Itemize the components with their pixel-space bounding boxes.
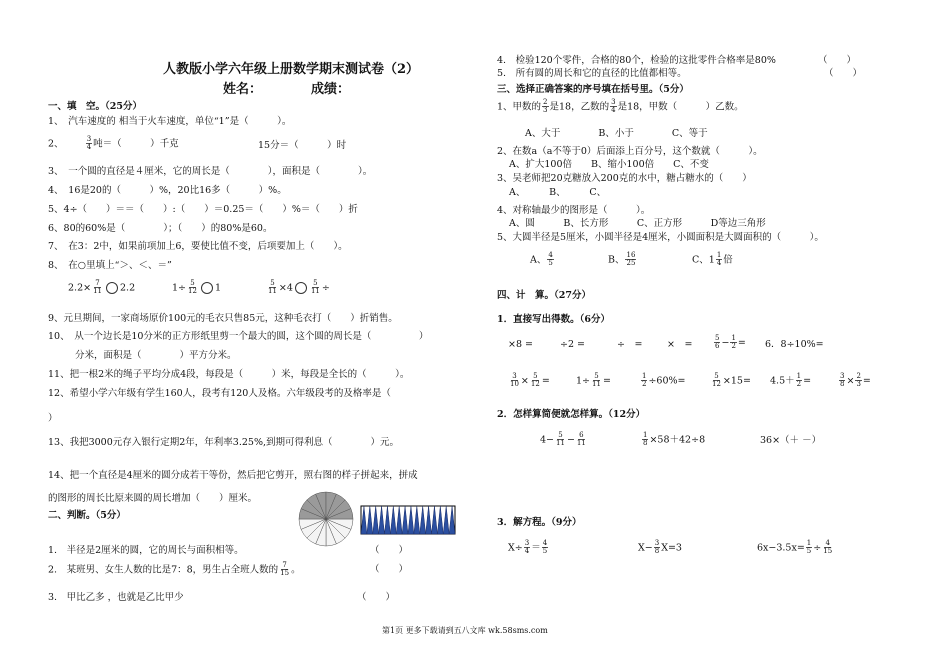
s1-q10a: 10、 从一个边长是10分米的正方形纸里剪一个最大的圆，这个圆的周长是（ ） xyxy=(48,331,429,342)
s4-sub1: 1．直接写出得数。（6分） xyxy=(497,314,610,325)
s3-q5-option-b: B、 $\frac{16}{25}$ xyxy=(608,251,636,268)
s2-q3-answer[interactable]: （ ） xyxy=(357,592,396,603)
s1-q10b: 分米，面积是（ ）平方分米。 xyxy=(75,350,237,361)
calc-r1-3: ÷ = xyxy=(617,339,643,350)
equation-2: X− $\frac{3}{8}$ X=3 xyxy=(638,539,682,556)
equation-3: 6x−3.5x= $\frac{1}{5}$ ÷ $\frac{4}{15}$ xyxy=(757,539,833,556)
s1-q11: 11、把一根2米的绳子平均分成4段，每段是（ ）米，每段是全长的（ ）。 xyxy=(48,369,410,380)
s3-q4: 4、对称轴最少的图形是（ ）。 xyxy=(497,205,651,216)
s4-sub2: 2．怎样算简便就怎样算。（12分） xyxy=(497,409,646,420)
rearranged-circle-figure xyxy=(360,505,456,535)
s3-q2-options: A、扩大100倍 B、缩小100倍 C、不变 xyxy=(509,159,709,170)
calc-r1-6: 6．8÷10%= xyxy=(765,339,824,350)
s1-q8b: 1÷ $\frac{5}{12}$ 1 xyxy=(172,279,221,296)
calc-r2-5: 4.5＋ $\frac{1}{2}$ = xyxy=(770,372,812,389)
exam-title: 人教版小学六年级上册数学期末测试卷（2） xyxy=(163,62,420,77)
calc-r1-2: ÷2 = xyxy=(560,339,585,350)
simplify-1: 4− $\frac{5}{11}$ − $\frac{6}{11}$ xyxy=(540,431,586,448)
s2-q2: 2. 某班男、女生人数的比是7：8，男生占全班人数的 $\frac{7}{15}$ 。 xyxy=(48,561,301,578)
section4-heading: 四、计 算。（27分） xyxy=(497,290,591,301)
s1-q2a: 2、 $\frac{3}{4}$ 吨＝（ ）千克 xyxy=(48,135,179,152)
s1-q4: 4、 16是20的（ ）%，20比16多（ ）%。 xyxy=(48,185,287,196)
s1-q8a: 2.2× $\frac{7}{11}$ 2.2 xyxy=(68,279,136,296)
s3-q1-options: A、大于 B、小于 C、等于 xyxy=(525,128,708,139)
s2-q1: 1. 半径是2厘米的圆，它的周长与面积相等。 xyxy=(48,545,244,556)
s3-q3: 3、吴老师把20克糖放入200克的水中，糖占糖水的（ ） xyxy=(497,173,752,184)
s2-q2-answer[interactable]: （ ） xyxy=(370,564,409,575)
s3-q5: 5、大圆半径是5厘米，小圆半径是4厘米，小圆面积是大圆面积的（ ）。 xyxy=(497,232,824,243)
compare-circle-icon xyxy=(295,282,307,294)
s1-q5: 5、4÷（ ）＝＝（ ）:（ ）＝0.25＝（ ）%＝（ ）折 xyxy=(48,204,358,215)
calc-r2-1: $\frac{3}{10}$ × $\frac{5}{12}$ = xyxy=(510,372,550,389)
page-footer: 第1页 更多下载请到五八文库 wk.58sms.com xyxy=(382,626,548,635)
s3-q5-option-c: C、1 $\frac{1}{4}$ 倍 xyxy=(692,251,733,268)
s3-q5-option-a: A、 $\frac{4}{5}$ xyxy=(530,251,553,268)
s4-sub3: 3．解方程。（9分） xyxy=(497,517,582,528)
section3-heading: 三、选择正确答案的序号填在括号里。（5分） xyxy=(497,84,689,95)
calc-r1-1: ×8 = xyxy=(508,339,533,350)
s1-q7: 7、 在3：2中，如果前项加上6，要使比值不变，后项要加上（ ）。 xyxy=(48,241,348,252)
s3-q4-options: A、圆 B、长方形 C、正方形 D等边三角形 xyxy=(509,218,766,229)
calc-r2-3: $\frac{1}{2}$ ÷60%= xyxy=(642,372,686,389)
s1-q13: 13、我把3000元存入银行定期2年，年利率3.25%,到期可得利息（ ）元。 xyxy=(48,437,400,448)
compare-circle-icon xyxy=(106,282,118,294)
s2-q4-answer[interactable]: （ ） xyxy=(818,55,857,66)
calc-r2-2: 1÷ $\frac{5}{11}$ = xyxy=(576,372,611,389)
s1-q12a: 12、希望小学六年级有学生160人，段考有120人及格。六年级段考的及格率是（ xyxy=(48,388,391,399)
name-label: 姓名： xyxy=(223,82,263,97)
divided-circle-figure xyxy=(297,490,355,548)
s2-q4: 4. 检验120个零件，合格的80个，检验的这批零件合格率是80% xyxy=(497,55,776,66)
section1-heading: 一、填 空。（25分） xyxy=(48,101,142,112)
s1-q8c: $\frac{5}{11}$ ×4 $\frac{5}{11}$ ÷ xyxy=(268,279,330,296)
s3-q2: 2、在数a（a不等于0）后面添上百分号，这个数就（ ）。 xyxy=(497,146,763,157)
equation-1: X÷ $\frac{3}{4}$ ＝ $\frac{4}{5}$ xyxy=(508,539,548,556)
s1-q3: 3、 一个圆的直径是４厘米，它的周长是（ ），面积是（ ）。 xyxy=(48,166,373,177)
s3-q3-options: A、 B、 C、 xyxy=(509,187,607,198)
calc-r1-5: $\frac{5}{6}$ − $\frac{1}{2}$ = xyxy=(715,334,746,351)
s2-q5: 5. 所有圆的周长和它的直径的比值都相等。 xyxy=(497,68,687,79)
s1-q12b: ） xyxy=(48,413,58,424)
simplify-3: 36×（＋ －） xyxy=(760,435,822,446)
s1-q9: 9、元旦期间，一家商场原价100元的毛衣只售85元，这种毛衣打（ ）折销售。 xyxy=(48,313,398,324)
s1-q14b: 的图形的周长比原来圆的周长增加（ ）厘米。 xyxy=(48,493,258,504)
simplify-2: $\frac{1}{8}$ ×58＋42÷8 xyxy=(643,431,706,448)
s3-q1: 1、甲数的 $\frac{2}{3}$ 是18，乙数的 $\frac{3}{4}$ 是18，甲数（ ）乙数。 xyxy=(497,98,744,115)
s2-q5-answer[interactable]: （ ） xyxy=(824,68,863,79)
s1-q6: 6、80的60%是（ ）；（ ）的80%是60。 xyxy=(48,223,273,234)
score-label: 成绩： xyxy=(311,82,351,97)
s2-q3: 3. 甲比乙多 ，也就是乙比甲少 xyxy=(48,592,184,603)
calc-r1-4: × = xyxy=(667,339,693,350)
calc-r2-6: $\frac{3}{8}$ × $\frac{2}{3}$ = xyxy=(840,372,871,389)
s1-q14a: 14、把一个直径是4厘米的圆分成若干等份，然后把它剪开，照右图的样子拼起来，拼成 xyxy=(48,470,418,481)
compare-circle-icon xyxy=(201,282,213,294)
calc-r2-4: $\frac{5}{12}$ ×15= xyxy=(712,372,751,389)
s1-q1: 1、 汽车速度的 相当于火车速度，单位“1”是（ ）。 xyxy=(48,116,292,127)
s2-q1-answer[interactable]: （ ） xyxy=(370,545,409,556)
s1-q2b: 15分＝（ ）时 xyxy=(258,140,347,151)
section2-heading: 二、判断。（5分） xyxy=(48,510,126,521)
s1-q8: 8、 在○里填上“＞、＜、＝” xyxy=(48,260,172,271)
